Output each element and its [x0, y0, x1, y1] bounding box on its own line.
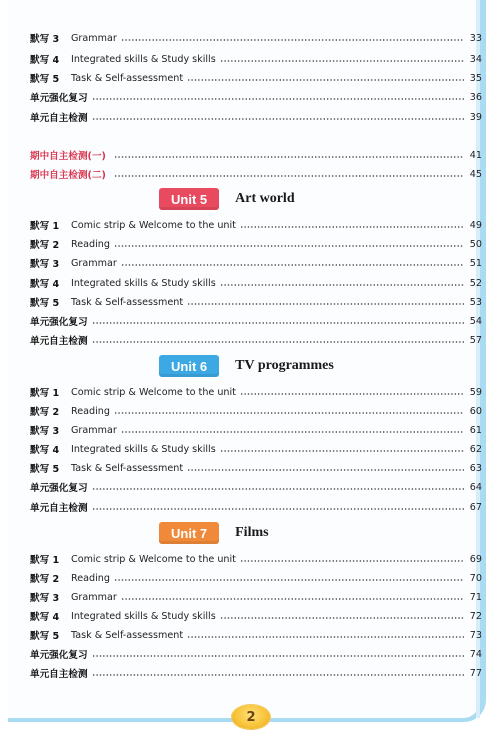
- leader-dots: [114, 411, 464, 415]
- entry-prefix: 默写 4: [30, 445, 60, 456]
- entry-title: Grammar: [71, 32, 117, 44]
- toc-entry: [30, 312, 482, 330]
- toc-entry: [30, 478, 482, 496]
- entry-page: 36: [469, 91, 482, 103]
- entry-page: 61: [469, 424, 482, 436]
- entry-prefix: 期中自主检测(二): [30, 170, 106, 181]
- entry-title: Reading: [71, 405, 110, 417]
- unit-badge: Unit 5: [159, 188, 219, 210]
- entry-page: 59: [469, 386, 482, 398]
- entry-prefix: 默写 3: [30, 593, 60, 604]
- entry-prefix: 默写 5: [30, 631, 60, 642]
- leader-dots: [220, 283, 464, 287]
- entry-page: 74: [469, 648, 482, 660]
- toc-entry: [30, 498, 482, 516]
- unit-badge: Unit 6: [159, 355, 219, 377]
- toc-entry-midterm: [30, 146, 482, 164]
- toc-entry: [30, 29, 482, 47]
- leader-dots: [121, 597, 464, 601]
- entry-prefix: 默写 3: [30, 259, 60, 270]
- toc-entry: [30, 254, 482, 272]
- entry-page: 67: [469, 501, 482, 513]
- toc-entry: [30, 69, 482, 87]
- toc-entry: [30, 569, 482, 587]
- leader-dots: [240, 225, 464, 229]
- entry-title: Comic strip & Welcome to the unit: [71, 553, 236, 565]
- entry-page: 35: [469, 72, 482, 84]
- leader-dots: [240, 392, 464, 396]
- leader-dots: [92, 673, 464, 677]
- unit-title: TV programmes: [235, 358, 334, 373]
- entry-prefix: 单元自主检测: [30, 336, 88, 347]
- entry-prefix: 默写 5: [30, 464, 60, 475]
- entry-prefix: 默写 4: [30, 55, 60, 66]
- entry-page: 45: [469, 168, 482, 180]
- entry-page: 64: [469, 481, 482, 493]
- entry-prefix: 默写 2: [30, 574, 60, 585]
- leader-dots: [187, 635, 464, 639]
- toc-page: [8, 0, 486, 722]
- entry-page: 33: [469, 32, 482, 44]
- toc-entry: [30, 274, 482, 292]
- leader-dots: [220, 449, 464, 453]
- toc-entry: [30, 383, 482, 401]
- leader-dots: [187, 302, 464, 306]
- toc-entry: [30, 50, 482, 68]
- leader-dots: [92, 340, 464, 344]
- entry-prefix: 默写 3: [30, 34, 60, 45]
- toc-entry: [30, 108, 482, 126]
- leader-dots: [121, 430, 464, 434]
- leader-dots: [121, 263, 464, 267]
- entry-prefix: 默写 2: [30, 240, 60, 251]
- entry-page: 70: [469, 572, 482, 584]
- entry-title: Comic strip & Welcome to the unit: [71, 219, 236, 231]
- toc-entry: [30, 607, 482, 625]
- entry-prefix: 单元强化复习: [30, 483, 88, 494]
- entry-prefix: 默写 2: [30, 407, 60, 418]
- toc-entry: [30, 440, 482, 458]
- entry-page: 49: [469, 219, 482, 231]
- toc-entry: [30, 216, 482, 234]
- toc-entry: [30, 588, 482, 606]
- toc-entry: [30, 550, 482, 568]
- toc-entry: [30, 402, 482, 420]
- entry-prefix: 单元强化复习: [30, 93, 88, 104]
- entry-page: 41: [469, 149, 482, 161]
- entry-page: 50: [469, 238, 482, 250]
- entry-page: 52: [469, 277, 482, 289]
- leader-dots: [240, 559, 464, 563]
- entry-prefix: 单元强化复习: [30, 650, 88, 661]
- leader-dots: [114, 174, 464, 178]
- entry-title: Reading: [71, 572, 110, 584]
- entry-prefix: 单元自主检测: [30, 113, 88, 124]
- entry-title: Reading: [71, 238, 110, 250]
- entry-title: Integrated skills & Study skills: [71, 610, 216, 622]
- entry-prefix: 默写 3: [30, 426, 60, 437]
- entry-page: 69: [469, 553, 482, 565]
- entry-prefix: 默写 1: [30, 555, 60, 566]
- entry-title: Grammar: [71, 257, 117, 269]
- unit-title: Art world: [235, 191, 295, 206]
- page-number-badge: 2: [232, 705, 270, 729]
- entry-prefix: 单元自主检测: [30, 669, 88, 680]
- entry-title: Grammar: [71, 591, 117, 603]
- entry-prefix: 默写 1: [30, 221, 60, 232]
- leader-dots: [187, 78, 464, 82]
- toc-entry: [30, 88, 482, 106]
- entry-page: 63: [469, 462, 482, 474]
- entry-title: Comic strip & Welcome to the unit: [71, 386, 236, 398]
- leader-dots: [220, 616, 464, 620]
- toc-entry-midterm: [30, 165, 482, 183]
- toc-entry: [30, 331, 482, 349]
- toc-entry: [30, 421, 482, 439]
- unit-heading: [159, 355, 334, 377]
- entry-page: 53: [469, 296, 482, 308]
- toc-entry: [30, 664, 482, 682]
- leader-dots: [92, 321, 464, 325]
- unit-heading: [159, 188, 295, 210]
- unit-title: Films: [235, 525, 269, 540]
- entry-page: 34: [469, 53, 482, 65]
- entry-page: 60: [469, 405, 482, 417]
- entry-page: 57: [469, 334, 482, 346]
- entry-page: 73: [469, 629, 482, 641]
- entry-page: 71: [469, 591, 482, 603]
- unit-heading: [159, 522, 269, 544]
- entry-prefix: 期中自主检测(一): [30, 151, 106, 162]
- entry-page: 72: [469, 610, 482, 622]
- toc-entry: [30, 626, 482, 644]
- leader-dots: [92, 487, 464, 491]
- entry-page: 39: [469, 111, 482, 123]
- leader-dots: [92, 97, 464, 101]
- entry-prefix: 单元强化复习: [30, 317, 88, 328]
- entry-title: Integrated skills & Study skills: [71, 443, 216, 455]
- entry-prefix: 默写 1: [30, 388, 60, 399]
- leader-dots: [92, 507, 464, 511]
- entry-page: 51: [469, 257, 482, 269]
- unit-badge: Unit 7: [159, 522, 219, 544]
- entry-prefix: 默写 4: [30, 612, 60, 623]
- entry-title: Task & Self-assessment: [71, 462, 184, 474]
- entry-page: 77: [469, 667, 482, 679]
- leader-dots: [114, 578, 464, 582]
- entry-title: Task & Self-assessment: [71, 296, 184, 308]
- entry-prefix: 单元自主检测: [30, 503, 88, 514]
- leader-dots: [121, 38, 464, 42]
- entry-title: Grammar: [71, 424, 117, 436]
- leader-dots: [114, 244, 464, 248]
- entry-title: Integrated skills & Study skills: [71, 53, 216, 65]
- entry-page: 62: [469, 443, 482, 455]
- entry-title: Task & Self-assessment: [71, 629, 184, 641]
- toc-entry: [30, 293, 482, 311]
- toc-entry: [30, 459, 482, 477]
- entry-title: Task & Self-assessment: [71, 72, 184, 84]
- leader-dots: [220, 59, 464, 63]
- entry-title: Integrated skills & Study skills: [71, 277, 216, 289]
- leader-dots: [187, 468, 464, 472]
- entry-prefix: 默写 5: [30, 298, 60, 309]
- entry-prefix: 默写 4: [30, 279, 60, 290]
- leader-dots: [92, 654, 464, 658]
- toc-entry: [30, 235, 482, 253]
- leader-dots: [92, 117, 464, 121]
- leader-dots: [114, 155, 464, 159]
- toc-entry: [30, 645, 482, 663]
- entry-prefix: 默写 5: [30, 74, 60, 85]
- entry-page: 54: [469, 315, 482, 327]
